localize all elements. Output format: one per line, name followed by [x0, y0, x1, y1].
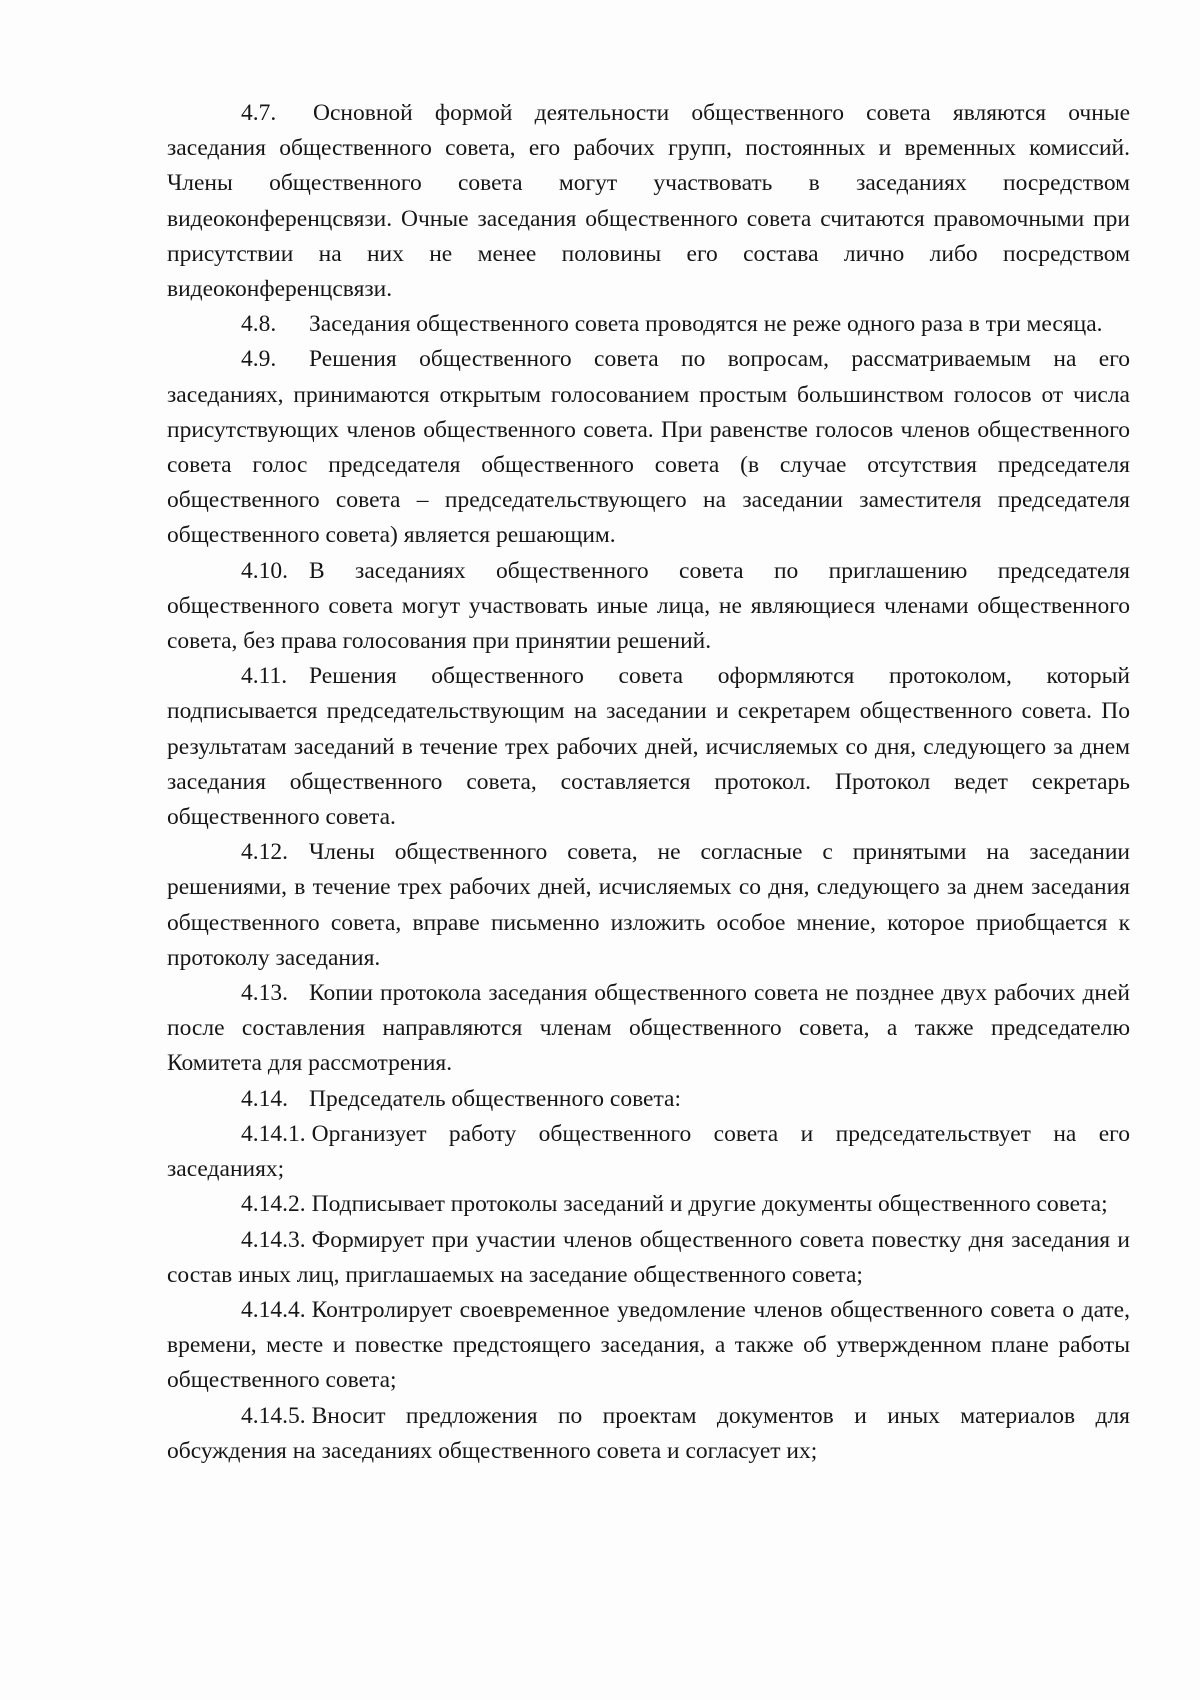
- paragraph-text: Заседания общественного совета проводятся не реже одного раза в три месяца.: [309, 311, 1103, 338]
- paragraph-text: Председатель общественного совета:: [309, 1085, 682, 1112]
- paragraph-4-9: [167, 342, 1130, 553]
- paragraph-text: Контролирует своевременное уведомление членов общественного совета о дате, времени, месте и повестке предстоящего заседания, а также об утвержденном плане работы общественного совета;: [167, 1296, 1130, 1394]
- paragraph-text: Основной формой деятельности общественного совета являются очные заседания общественного совета, его рабочих групп, постоянных и временных комиссий. Члены общественного совета могут участвовать в заседаниях посредством видеоконференцсвязи. Очные заседания общественного совета считаются правомочными при присутствии на них не менее половины его состава лично либо посредством видеоконференцсвязи.: [167, 100, 1130, 303]
- paragraph-number: 4.14.1.: [241, 1120, 306, 1147]
- paragraph-4-14-5: [167, 1399, 1130, 1469]
- paragraph-4-8: [167, 307, 1130, 342]
- paragraph-4-11: [167, 659, 1130, 835]
- paragraph-number: 4.9.: [241, 346, 277, 373]
- paragraph-number: 4.14.4.: [241, 1296, 306, 1323]
- paragraph-text: В заседаниях общественного совета по приглашению председателя общественного совета могут участвовать иные лица, не являющиеся членами общественного совета, без права голосования при принятии решений.: [167, 557, 1130, 655]
- paragraph-text: Решения общественного совета оформляются протоколом, который подписывается председательствующим на заседании и секретарем общественного совета. По результатам заседаний в течение трех рабочих дней, исчисляемых со дня, следующего за днем заседания общественного совета, составляется протокол. Протокол ведет секретарь общественного совета.: [167, 663, 1130, 831]
- paragraph-4-10: [167, 554, 1130, 660]
- paragraph-number: 4.10.: [241, 557, 288, 584]
- paragraph-text: Копии протокола заседания общественного совета не позднее двух рабочих дней после составления направляются членам общественного совета, а также председателю Комитета для рассмотрения.: [167, 980, 1130, 1077]
- paragraph-4-14-1: [167, 1117, 1130, 1187]
- paragraph-number: 4.12.: [241, 839, 288, 866]
- paragraph-4-14-2: [167, 1187, 1130, 1222]
- paragraph-number: 4.8.: [241, 311, 277, 338]
- paragraph-number: 4.14.5.: [241, 1402, 306, 1429]
- paragraph-number: 4.13.: [241, 980, 288, 1007]
- paragraph-4-12: [167, 835, 1130, 976]
- paragraph-text: Организует работу общественного совета и председательствует на его заседаниях;: [167, 1120, 1130, 1183]
- paragraph-number: 4.7.: [241, 100, 277, 126]
- paragraph-number: 4.11.: [241, 663, 288, 690]
- paragraph-4-14-3: [167, 1223, 1130, 1293]
- paragraph-number: 4.14.: [241, 1085, 288, 1112]
- paragraph-number: 4.14.3.: [241, 1226, 306, 1253]
- paragraph-4-13: [167, 976, 1130, 1082]
- paragraph-number: 4.14.2.: [241, 1191, 306, 1218]
- paragraph-4-14-4: [167, 1293, 1130, 1399]
- paragraph-text: Члены общественного совета, не согласные с принятыми на заседании решениями, в течение трех рабочих дней, исчисляемых со дня, следующего за днем заседания общественного совета, вправе письменно изложить особое мнение, которое приобщается к протоколу заседания.: [167, 839, 1130, 971]
- paragraph-4-7: [167, 96, 1130, 307]
- paragraph-4-14: [167, 1082, 1130, 1117]
- paragraph-text: Формирует при участии членов общественного совета повестку дня заседания и состав иных лиц, приглашаемых на заседание общественного совета;: [167, 1226, 1130, 1288]
- paragraph-text: Вносит предложения по проектам документов и иных материалов для обсуждения на заседаниях общественного совета и согласует их;: [167, 1402, 1130, 1464]
- paragraph-text: Решения общественного совета по вопросам, рассматриваемым на его заседаниях, принимаются открытым голосованием простым большинством голосов от числа присутствующих членов общественного совета. При равенстве голосов членов общественного совета голос председателя общественного совета (в случае отсутствия председателя общественного совета – председательствующего на заседании заместителя председателя общественного совета) является решающим.: [167, 346, 1130, 549]
- paragraph-text: Подписывает протоколы заседаний и другие документы общественного совета;: [311, 1191, 1108, 1218]
- document-body: [167, 96, 1130, 1469]
